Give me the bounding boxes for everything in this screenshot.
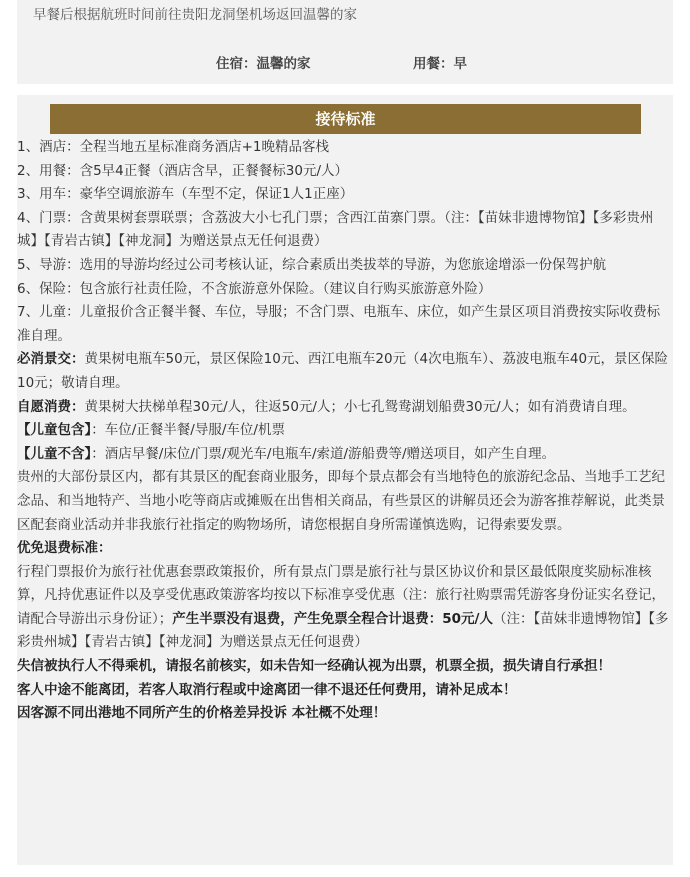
refund-tail: （注：【苗妹非遗博物馆】【多彩贵州城】【青岩古镇】【神龙洞】为赠送景点无任何退费） (17, 610, 669, 651)
mandatory-fees-label: 必消景交： (17, 351, 85, 368)
itinerary-text: 早餐后根据航班时间前往贵阳龙洞堡机场返回温馨的家 (33, 7, 357, 23)
standard-item-meals: 2、用餐：含5早4正餐（酒店含早，正餐餐标30元/人） (17, 162, 348, 179)
optional-fees (17, 396, 671, 420)
child-included-text: ：车位/正餐半餐/导服/车位/机票 (91, 422, 285, 439)
standard-item-hotel: 1、酒店：全程当地五星标准商务酒店+1晚精品客栈 (17, 139, 329, 155)
child-excluded-label: 【儿童不含】 (17, 445, 92, 462)
mandatory-fees-text: 黄果树电瓶车50元，景区保险10元、西江电瓶车20元（4次电瓶车）、荔波电瓶车40元，景区保险10元；敬请自理。 (17, 351, 669, 391)
stay-label: 住宿：温馨的家 (216, 56, 311, 72)
warning-flight: 失信被执行人不得乘机，请报名前核实，如未告知一经确认视为出票，机票全损，损失请自行承担！ (17, 658, 611, 675)
warning-price-difference: 因客源不同出港地不同所产生的价格差异投诉 本社概不处理！ (17, 705, 387, 722)
child-excluded (17, 443, 671, 467)
standard-item-guide: 5、导游：选用的导游均经过公司考核认证，综合素质出类拔萃的导游，为您旅途增添一份保驾护航 (17, 256, 607, 273)
standard-item-children: 7、儿童：儿童报价含正餐半餐、车位，导服；不含门票、电瓶车、床位，如产生景区项目消费按实际收费标准自理。 (17, 304, 661, 344)
child-included-label: 【儿童包含】 (17, 422, 92, 439)
refund-bold: 产生半票没有退费，产生免票全程合计退费：50元/人 (172, 610, 493, 627)
optional-fees-text: 黄果树大扶梯单程30元/人，往返50元/人；小七孔鸳鸯湖划船费30元/人；如有消费请自理。 (84, 398, 636, 415)
section-header: 接待标准 (50, 104, 641, 134)
child-included (17, 419, 671, 443)
standard-item-tickets: 4、门票：含黄果树套票联票；含荔波大小七孔门票；含西江苗寨门票。（注：【苗妹非遗博物馆】【多彩贵州城】【青岩古镇】【神龙洞】为赠送景点无任何退费） (17, 209, 654, 250)
refund-policy (17, 561, 671, 655)
warning-leave-group: 客人中途不能离团，若客人取消行程或中途离团一律不退还任何费用，请补足成本！ (17, 681, 517, 698)
refund-text: 行程门票报价为旅行社优惠套票政策报价，所有景点门票是旅行社与景区协议价和景区最低限度奖励标准核算，凡持优惠证件以及享受优惠政策游客均按以下标准享受优惠（注：旅行社购票需凭游客身份证实名登记，请配合导游出示身份证）； (17, 563, 665, 627)
child-excluded-text: ：酒店早餐/床位/门票/观光车/电瓶车/索道/游船费等/赠送项目，如产生自理。 (91, 445, 556, 462)
meal-label: 用餐：早 (413, 56, 467, 72)
standards-card (17, 95, 673, 865)
standard-item-insurance: 6、保险：包含旅行社责任险，不含旅游意外保险。（建议自行购买旅游意外险） (17, 280, 492, 297)
standard-item-vehicle: 3、用车：豪华空调旅游车（车型不定，保证1人1正座） (17, 186, 354, 203)
stay-meal-row (17, 52, 673, 74)
standards-content (17, 136, 671, 726)
refund-heading: 优免退费标准： (17, 540, 112, 557)
mandatory-fees (17, 348, 671, 395)
optional-fees-label: 自愿消费： (17, 398, 85, 415)
shopping-note: 贵州的大部份景区内，都有其景区的配套商业服务，即每个景点都会有当地特色的旅游纪念品、当地手工艺纪念品、和当地特产、当地小吃等商店或摊贩在出售相关商品，有些景区的讲解员还会为游客推荐解说，此类景区配套商业活动并非我旅行社指定的购物场所，请您根据自身所需谨慎选购，记得索要发票。 (17, 469, 665, 533)
itinerary-card (17, 0, 673, 84)
